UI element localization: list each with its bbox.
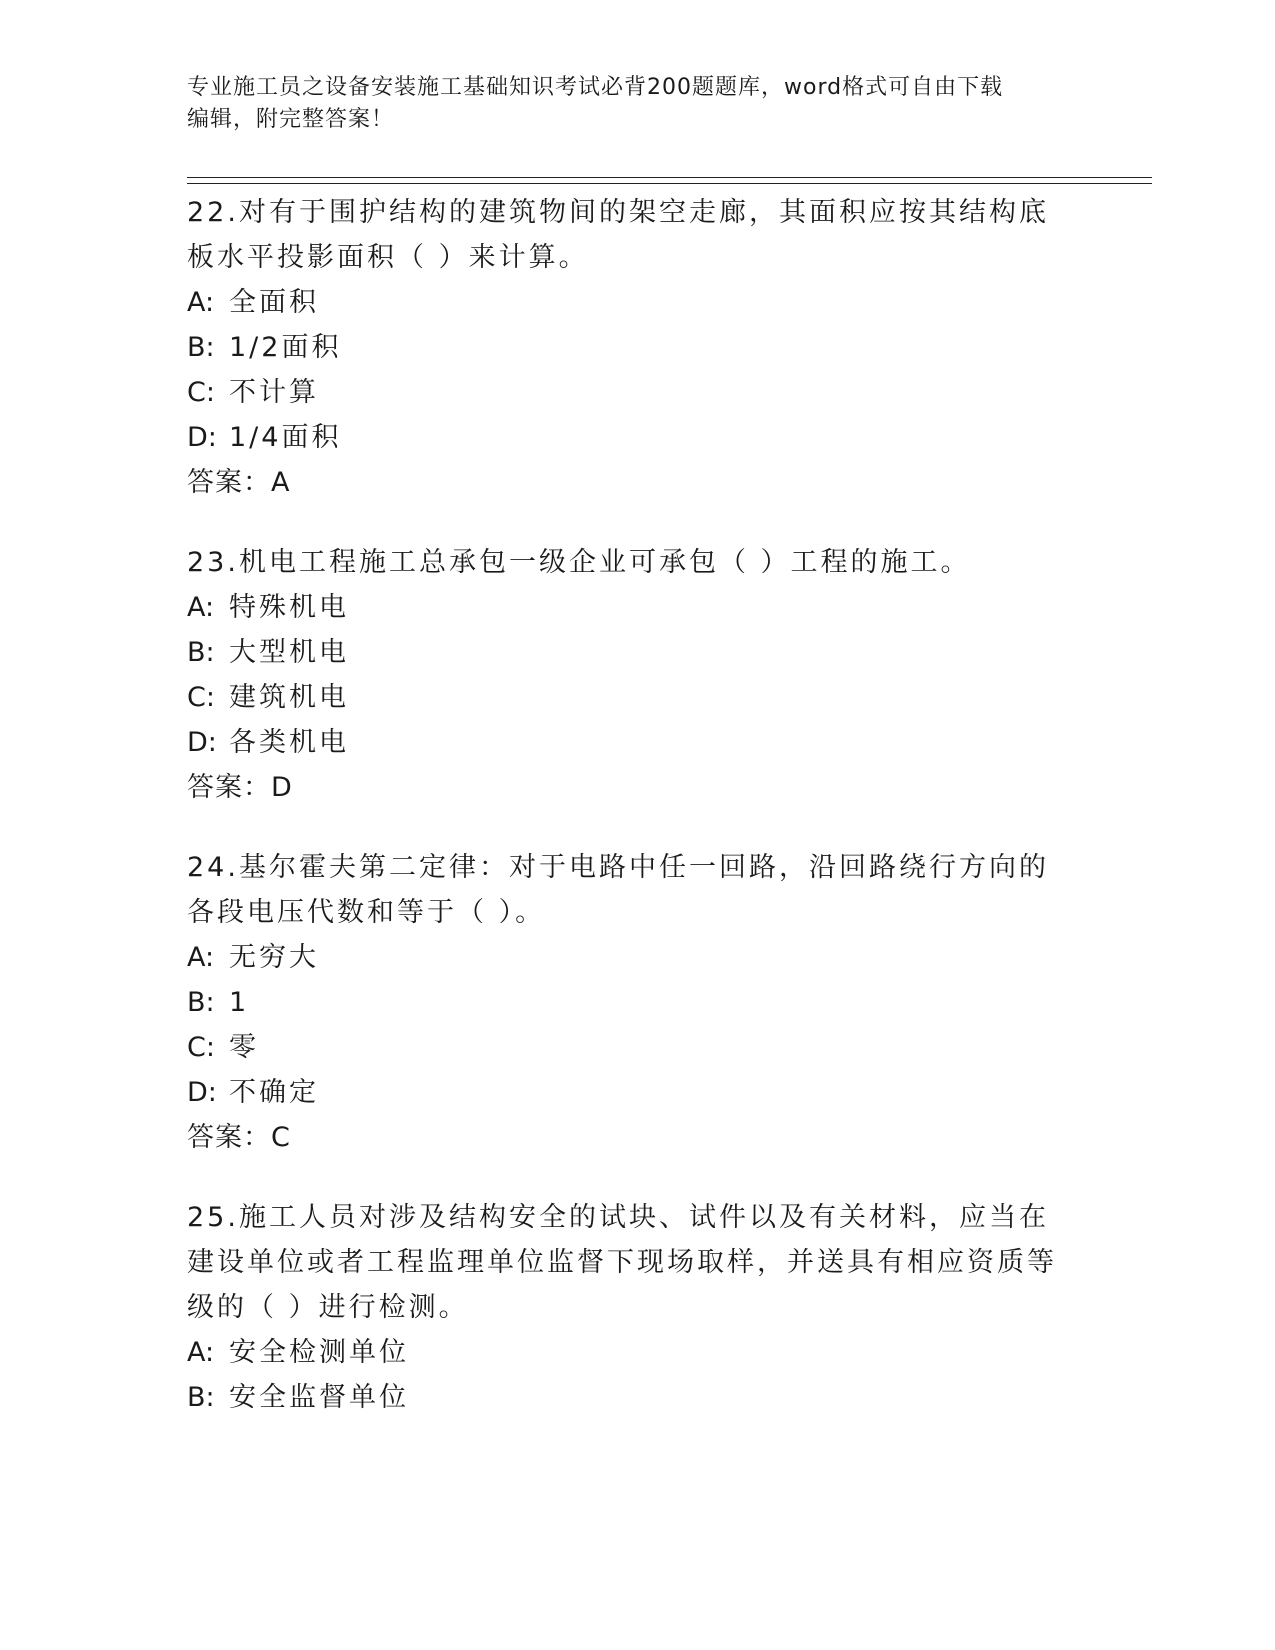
answer-line — [187, 765, 1077, 810]
option-text: 安全检测单位 — [229, 1337, 409, 1368]
option-d — [187, 415, 1077, 460]
header-divider-bottom — [187, 183, 1152, 184]
header-divider-top — [187, 177, 1152, 178]
option-key: A: — [187, 942, 215, 973]
option-a — [187, 1330, 1077, 1375]
option-text: 不计算 — [229, 377, 319, 408]
question-stem: 22.对有于围护结构的建筑物间的架空走廊，其面积应按其结构底板水平投影面积（ ）来计算。 — [187, 197, 1049, 273]
option-key: C: — [187, 682, 215, 713]
option-key: B: — [187, 332, 215, 363]
option-d — [187, 720, 1077, 765]
answer-label: 答案： — [187, 467, 271, 498]
option-key: B: — [187, 637, 215, 668]
option-b — [187, 630, 1077, 675]
option-b — [187, 325, 1077, 370]
option-a — [187, 280, 1077, 325]
option-text: 1/2面积 — [229, 332, 342, 363]
question-25 — [187, 1195, 1077, 1420]
option-b — [187, 980, 1077, 1025]
answer-line — [187, 460, 1077, 505]
document-header — [187, 72, 1067, 136]
question-stem: 23.机电工程施工总承包一级企业可承包（ ）工程的施工。 — [187, 547, 971, 578]
option-text: 无穷大 — [229, 942, 319, 973]
header-line-1: 专业施工员之设备安装施工基础知识考试必背200题题库，word格式可自由下载 — [187, 75, 1004, 100]
option-text: 1/4面积 — [229, 422, 342, 453]
question-stem: 24.基尔霍夫第二定律：对于电路中任一回路，沿回路绕行方向的各段电压代数和等于（ ）。 — [187, 852, 1049, 928]
option-text: 零 — [229, 1032, 259, 1063]
option-key: D: — [187, 422, 217, 453]
option-d — [187, 1070, 1077, 1115]
option-c — [187, 675, 1077, 720]
option-key: C: — [187, 1032, 215, 1063]
option-text: 1 — [229, 987, 250, 1018]
option-key: C: — [187, 377, 215, 408]
option-b — [187, 1375, 1077, 1420]
answer-value: A — [271, 467, 290, 498]
answer-value: C — [271, 1122, 290, 1153]
option-key: D: — [187, 727, 217, 758]
answer-label: 答案： — [187, 1122, 271, 1153]
option-key: A: — [187, 287, 215, 318]
option-key: A: — [187, 592, 215, 623]
question-22 — [187, 190, 1077, 505]
header-line-2: 编辑，附完整答案！ — [187, 107, 395, 132]
option-text: 安全监督单位 — [229, 1382, 409, 1413]
answer-label: 答案： — [187, 772, 271, 803]
option-text: 全面积 — [229, 287, 319, 318]
option-text: 大型机电 — [229, 637, 349, 668]
option-key: B: — [187, 987, 215, 1018]
question-stem: 25.施工人员对涉及结构安全的试块、试件以及有关材料，应当在建设单位或者工程监理单位监督下现场取样，并送具有相应资质等级的（ ）进行检测。 — [187, 1202, 1057, 1323]
answer-value: D — [271, 772, 292, 803]
option-key: B: — [187, 1382, 215, 1413]
question-23 — [187, 540, 1077, 810]
question-list — [187, 190, 1077, 1455]
option-key: D: — [187, 1077, 217, 1108]
option-text: 各类机电 — [229, 727, 349, 758]
option-a — [187, 585, 1077, 630]
question-24 — [187, 845, 1077, 1160]
option-text: 特殊机电 — [229, 592, 349, 623]
option-c — [187, 370, 1077, 415]
answer-line — [187, 1115, 1077, 1160]
option-text: 建筑机电 — [229, 682, 349, 713]
option-key: A: — [187, 1337, 215, 1368]
option-text: 不确定 — [229, 1077, 319, 1108]
option-a — [187, 935, 1077, 980]
option-c — [187, 1025, 1077, 1070]
